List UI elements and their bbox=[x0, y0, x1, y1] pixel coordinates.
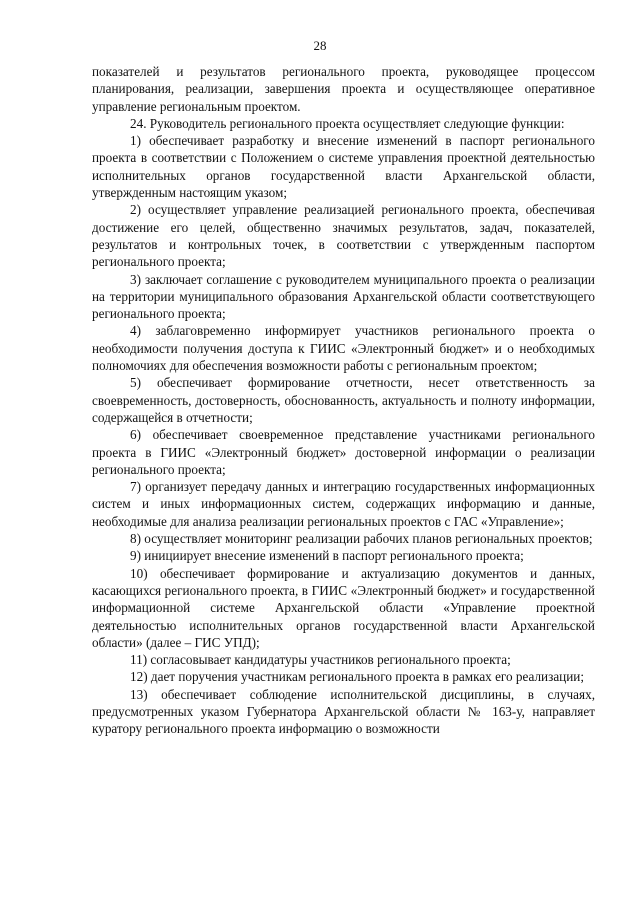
paragraph: 24. Руководитель регионального проекта осуществляет следующие функции: bbox=[130, 115, 565, 131]
list-item: 7) организует передачу данных и интеграцию государственных информационных систем и иных информационных систем, содержащих информацию и данные, необходимые для анализа реализации региональных проектов с ГАС «Управление»; bbox=[92, 479, 595, 529]
list-item: 1) обеспечивает разработку и внесение изменений в паспорт регионального проекта в соответствии с Положением о системе управления проектной деятельностью исполнительных органов государственной власти Архангельской области, утвержденным настоящим указом; bbox=[92, 133, 595, 201]
page-number: 28 bbox=[313, 38, 327, 53]
list-item: 10) обеспечивает формирование и актуализацию документов и данных, касающихся регионального проекта, в ГИИС «Электронный бюджет» и государственной информационной системе Архангельской области «Управление проектной деятельностью исполнительных органов государственной власти Архангельской области» (далее – ГИС УПД); bbox=[92, 565, 595, 650]
list-item: 8) осуществляет мониторинг реализации рабочих планов региональных проектов; bbox=[130, 531, 593, 547]
paragraph: показателей и результатов регионального проекта, руководящее процессом планирования, реализации, завершения проекта и осуществляющее оперативное управление региональным проектом. bbox=[92, 64, 595, 114]
list-item: 4) заблаговременно информирует участников регионального проекта о необходимости получения доступа к ГИИС «Электронный бюджет» и о необходимых полномочиях для обеспечения возможности работы с региональным проектом; bbox=[92, 323, 595, 374]
list-item: 5) обеспечивает формирование отчетности, несет ответственность за своевременность, достоверность, обоснованность, актуальность и полноту информации, содержащейся в отчетности; bbox=[92, 375, 595, 425]
page-body bbox=[92, 63, 595, 738]
list-item: 3) заключает соглашение с руководителем муниципального проекта о реализации на территории муниципального образования Архангельской области соответствующего регионального проекта; bbox=[92, 271, 595, 322]
list-item: 12) дает поручения участникам регионального проекта в рамках его реализации; bbox=[130, 669, 585, 685]
list-item: 13) обеспечивает соблюдение исполнительской дисциплины, в случаях, предусмотренных указом Губернатора Архангельской области № 163-у, направляет куратору регионального проекта информацию о возможности bbox=[92, 686, 595, 737]
list-item: 6) обеспечивает своевременное представление участниками регионального проекта в ГИИС «Электронный бюджет» достоверной информации о реализации регионального проекта; bbox=[92, 427, 595, 477]
list-item: 9) инициирует внесение изменений в паспорт регионального проекта; bbox=[130, 548, 524, 564]
list-item: 2) осуществляет управление реализацией регионального проекта, обеспечивая достижение его целей, общественно значимых результатов, задач, показателей, результатов и контрольных точек, в соответствии с утвержденным паспортом регионального проекта; bbox=[92, 202, 595, 270]
list-item: 11) согласовывает кандидатуры участников регионального проекта; bbox=[130, 652, 511, 668]
